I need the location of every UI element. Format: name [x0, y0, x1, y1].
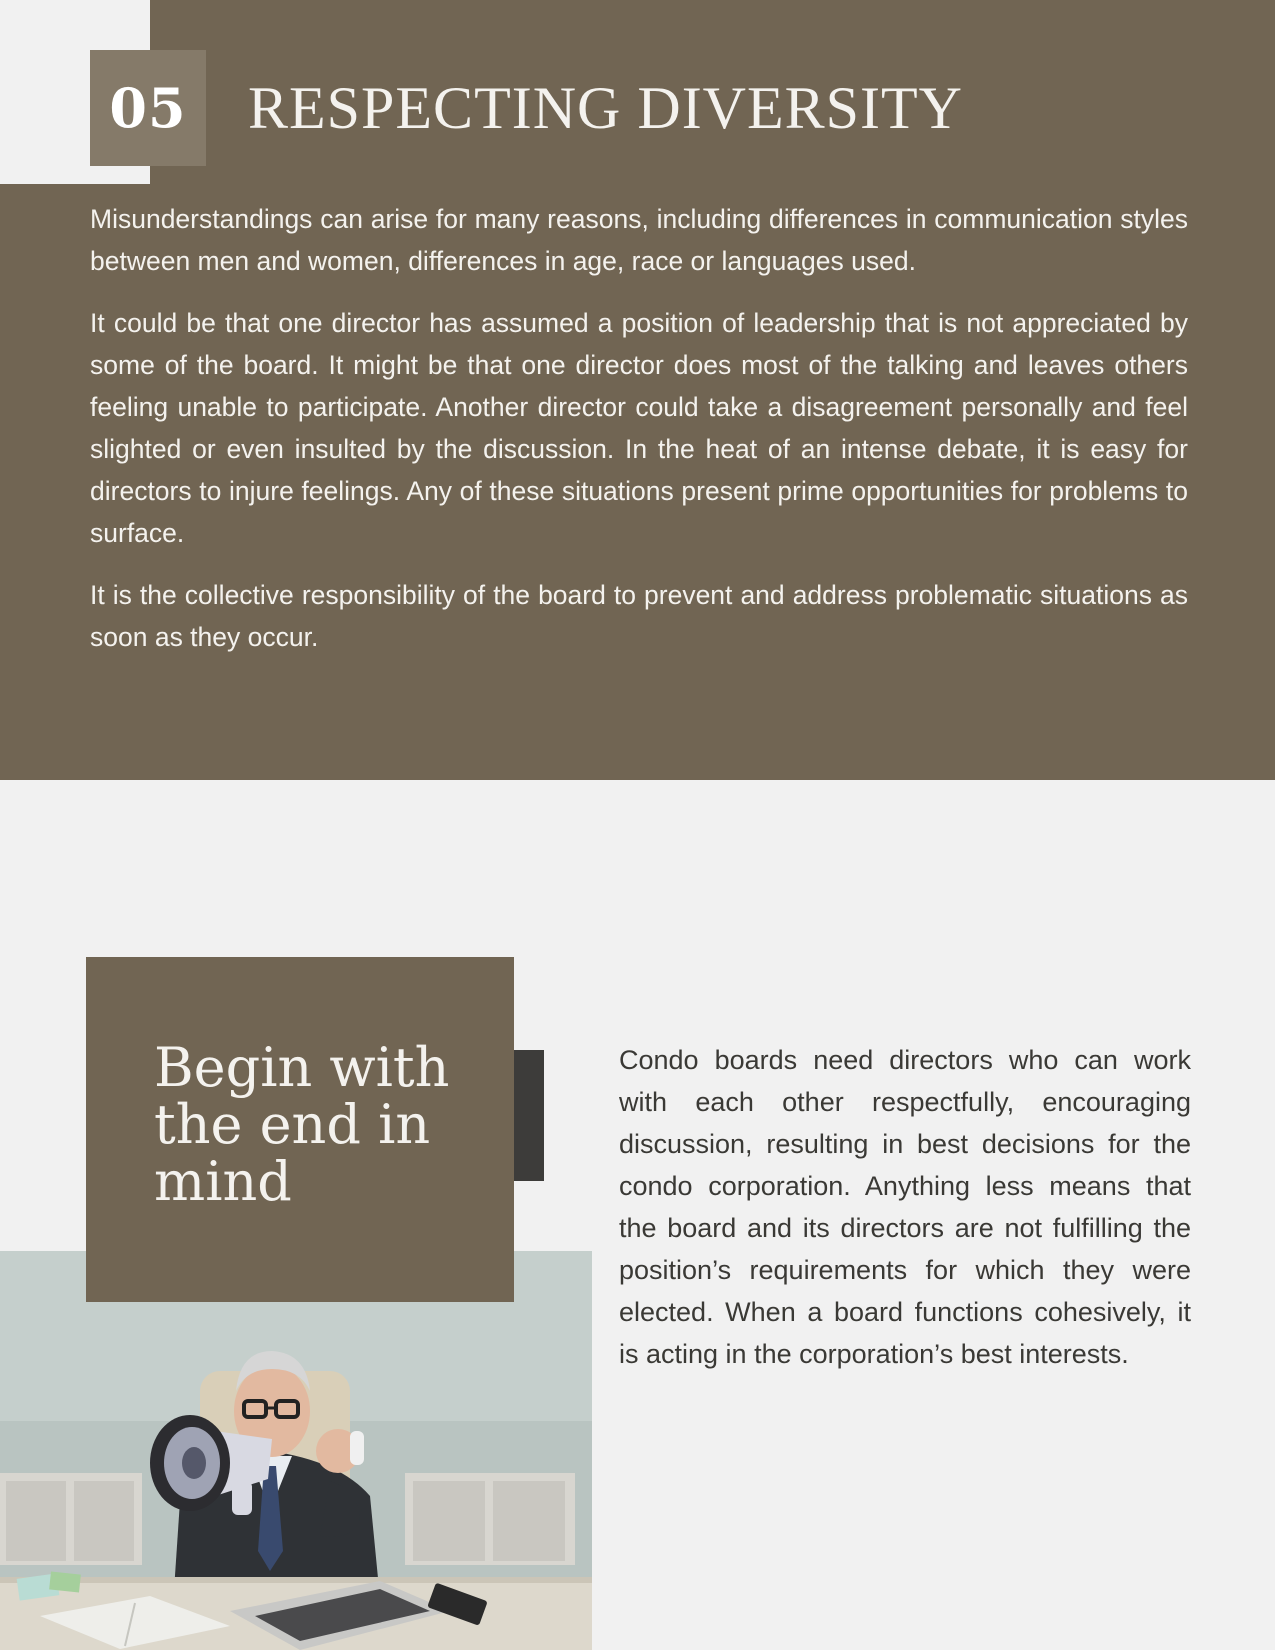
intro-text [90, 198, 1188, 678]
section-number-badge [90, 50, 206, 166]
callout-body: Condo boards need directors who can work with each other respectfully, encouraging discussion, resulting in best decisions for the condo corporation. Anything less means that the board and its directors are not fulfilling the position’s requirements for which they were elected. When a board functions cohesively, it is acting in the corporation’s best interests. [619, 1045, 1191, 1369]
intro-paragraph-3: It is the collective responsibility of the board to prevent and address problematic situations as soon as they occur. [90, 580, 1188, 652]
businessman-megaphone-photo [0, 1251, 592, 1650]
callout-accent-tab [514, 1050, 544, 1181]
callout-heading: Begin with the end in mind [154, 1036, 450, 1213]
intro-paragraph-2: It could be that one director has assumed a position of leadership that is not appreciated by some of the board. It might be that one director does most of the talking and leaves others feeling unable to participate. Another director could take a disagreement personally and feel slighted or even insulted by the discussion. In the heat of an intense debate, it is easy for directors to injure feelings. Any of these situations present prime opportunities for problems to surface. [90, 308, 1188, 548]
section-title: RESPECTING DIVERSITY [248, 75, 964, 141]
callout-box [86, 957, 514, 1302]
intro-paragraph-1: Misunderstandings can arise for many reasons, including differences in communication styles between men and women, differences in age, race or languages used. [90, 204, 1188, 276]
section-number: 05 [109, 76, 187, 140]
